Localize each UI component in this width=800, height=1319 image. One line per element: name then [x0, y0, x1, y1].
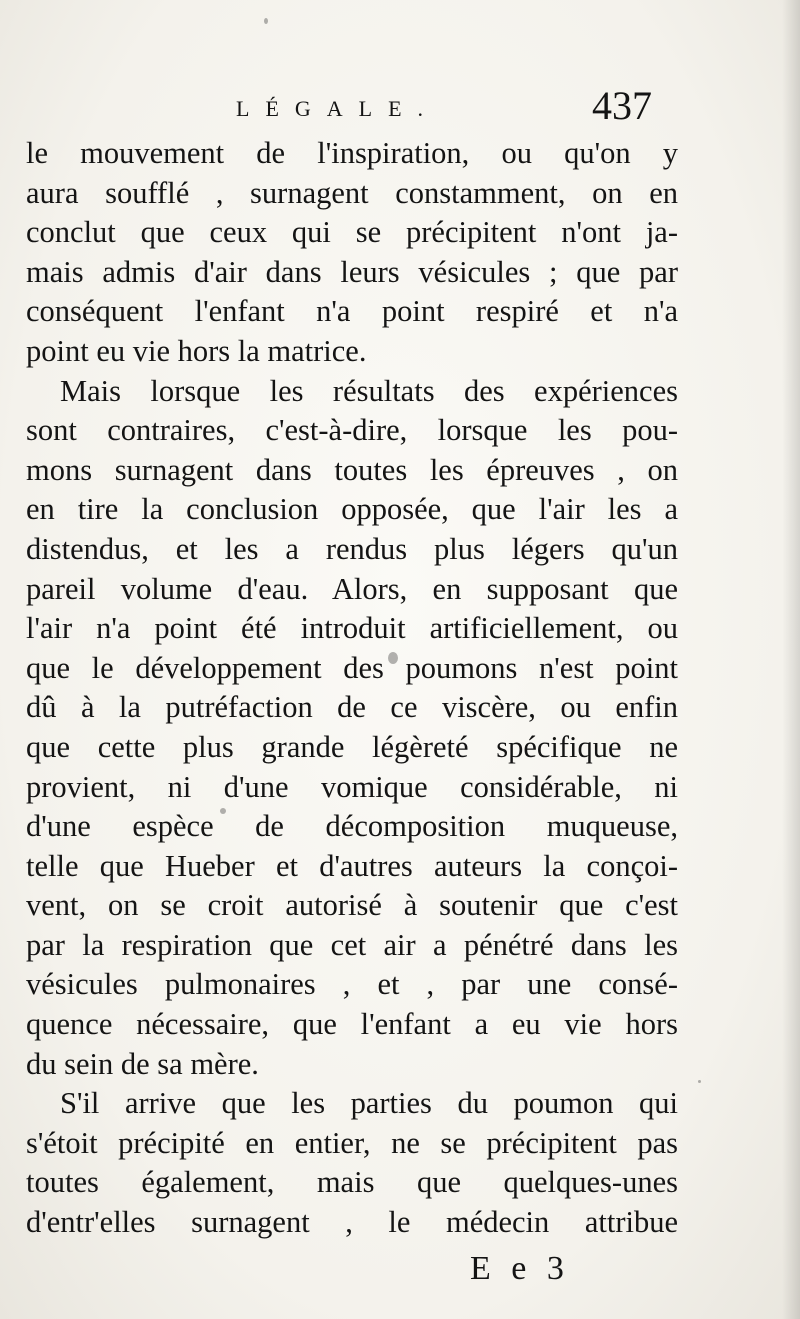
text-line: que cette plus grande légèreté spécifique ne [26, 729, 678, 764]
paper-speck [220, 808, 226, 814]
text-line: mais admis d'air dans leurs vésicules ; que par [26, 254, 678, 289]
text-line: par la respiration que cet air a pénétré dans les [26, 927, 678, 962]
text-line: toutes également, mais que quelques-unes [26, 1165, 678, 1200]
text-line: d'entr'elles surnagent , le médecin attribue [26, 1205, 678, 1240]
text-line: Mais lorsque les résultats des expériences [60, 373, 678, 408]
text-line: provient, ni d'une vomique considérable, ni [26, 769, 678, 804]
page-edge-shadow [782, 0, 800, 1319]
text-line: l'air n'a point été introduit artificiellement, ou [26, 611, 678, 646]
text-line: S'il arrive que les parties du poumon qui [60, 1086, 678, 1121]
text-line: d'une espèce de décomposition muqueuse, [26, 809, 678, 844]
paper-speck [698, 1080, 701, 1083]
text-line: que le développement des poumons n'est point [26, 650, 678, 685]
text-line: vent, on se croit autorisé à soutenir que c'est [26, 888, 678, 923]
text-line: quence nécessaire, que l'enfant a eu vie hors [26, 1007, 678, 1042]
text-line: telle que Hueber et d'autres auteurs la conçoi- [26, 848, 678, 883]
text-line: mons surnagent dans toutes les épreuves , on [26, 452, 678, 487]
signature-mark: E e 3 [470, 1250, 570, 1287]
paper-speck [388, 652, 398, 664]
text-line: dû à la putréfaction de ce viscère, ou enfin [26, 690, 678, 725]
text-line: distendus, et les a rendus plus légers qu'un [26, 531, 678, 566]
text-line: aura soufflé , surnagent constamment, on en [26, 175, 678, 210]
body-text [26, 134, 678, 1243]
text-line: en tire la conclusion opposée, que l'air les a [26, 492, 678, 527]
text-line: pareil volume d'eau. Alors, en supposant que [26, 571, 678, 606]
text-line: s'étoit précipité en entier, ne se précipitent pas [26, 1125, 678, 1160]
text-line: sont contraires, c'est-à-dire, lorsque les pou- [26, 413, 678, 448]
page-number: 437 [592, 83, 652, 128]
running-head: LÉGALE. [236, 96, 440, 121]
text-line: point eu vie hors la matrice. [26, 333, 367, 368]
text-line: conclut que ceux qui se précipitent n'ont ja- [26, 215, 678, 250]
paper-speck [264, 18, 268, 24]
text-line: le mouvement de l'inspiration, ou qu'on y [26, 136, 678, 170]
text-line: conséquent l'enfant n'a point respiré et n'a [26, 294, 678, 329]
text-line: vésicules pulmonaires , et , par une consé- [26, 967, 678, 1002]
text-line: du sein de sa mère. [26, 1046, 259, 1081]
